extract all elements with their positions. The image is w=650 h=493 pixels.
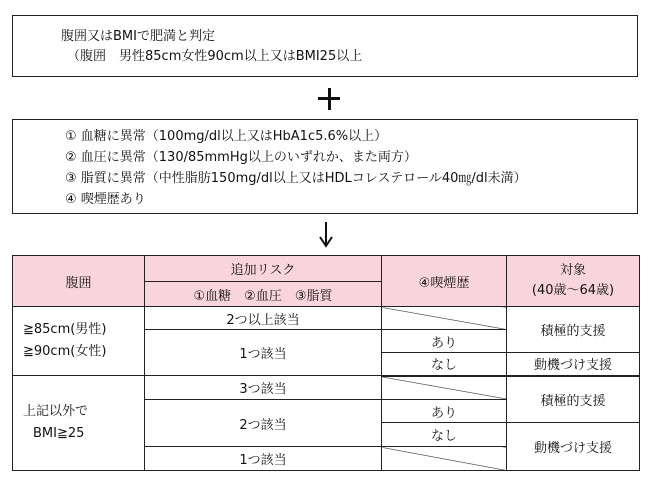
group2-target-motivation: 動機づけ支援	[507, 423, 640, 471]
criteria-line-2: （腹囲 男性85cm女性90cm以上又はBMI25以上	[67, 49, 363, 64]
group1-risk-1: 1つ該当	[145, 330, 382, 376]
group2-smoking-no: なし	[382, 423, 507, 447]
header-added-risk-sub: ①血糖 ②血圧 ③脂質	[145, 282, 382, 307]
group2-condition-other: 上記以外で	[23, 404, 89, 419]
group1-smoking-no: なし	[382, 353, 507, 376]
risk-item-blood-pressure: ② 血圧に異常（130/85mmHg以上のいずれか、また両方）	[65, 150, 417, 165]
risk-item-lipid: ③ 脂質に異常（中性脂肪150mg/dl以上又はHDLコレステロール40㎎/dl未満）	[65, 171, 527, 186]
group2-target-active: 積極的支援	[507, 376, 640, 423]
header-smoking: ④喫煙歴	[382, 256, 507, 307]
support-level-table	[12, 255, 640, 471]
plus-icon	[318, 88, 340, 110]
group1-target-active: 積極的支援	[507, 307, 640, 353]
group2-risk-3: 3つ該当	[145, 376, 382, 400]
risk-factors-box	[12, 119, 638, 214]
group2-condition	[13, 376, 145, 471]
criteria-line-1: 腹囲又はBMIで肥満と判定	[61, 29, 215, 44]
group2-risk-2: 2つ該当	[145, 400, 382, 447]
group2-smoking-na-2	[382, 447, 507, 471]
group2-smoking-na-1	[382, 376, 507, 400]
group2-smoking-yes: あり	[382, 400, 507, 423]
group2-risk-1: 1つ該当	[145, 447, 382, 471]
risk-item-glucose: ① 血糖に異常（100mg/dl以上又はHbA1c5.6%以上）	[65, 129, 388, 144]
risk-item-smoking: ④ 喫煙歴あり	[65, 192, 146, 207]
header-target-label: 対象	[559, 263, 586, 278]
group2-condition-bmi: BMI≧25	[33, 426, 85, 441]
header-target	[507, 256, 640, 307]
obesity-criteria-box	[12, 15, 638, 77]
header-waist: 腹囲	[13, 256, 145, 307]
arrow-down-icon	[318, 222, 334, 248]
group1-target-motivation: 動機づけ支援	[507, 353, 640, 376]
group1-smoking-yes: あり	[382, 330, 507, 353]
group1-condition-male: ≧85cm(男性)	[23, 322, 107, 337]
group1-condition	[13, 307, 145, 376]
header-added-risk: 追加リスク	[145, 256, 382, 282]
header-target-age: (40歳～64歳)	[531, 283, 615, 298]
group1-condition-female: ≧90cm(女性)	[23, 344, 107, 359]
group1-smoking-na	[382, 307, 507, 330]
group1-risk-2plus: 2つ以上該当	[145, 307, 382, 330]
